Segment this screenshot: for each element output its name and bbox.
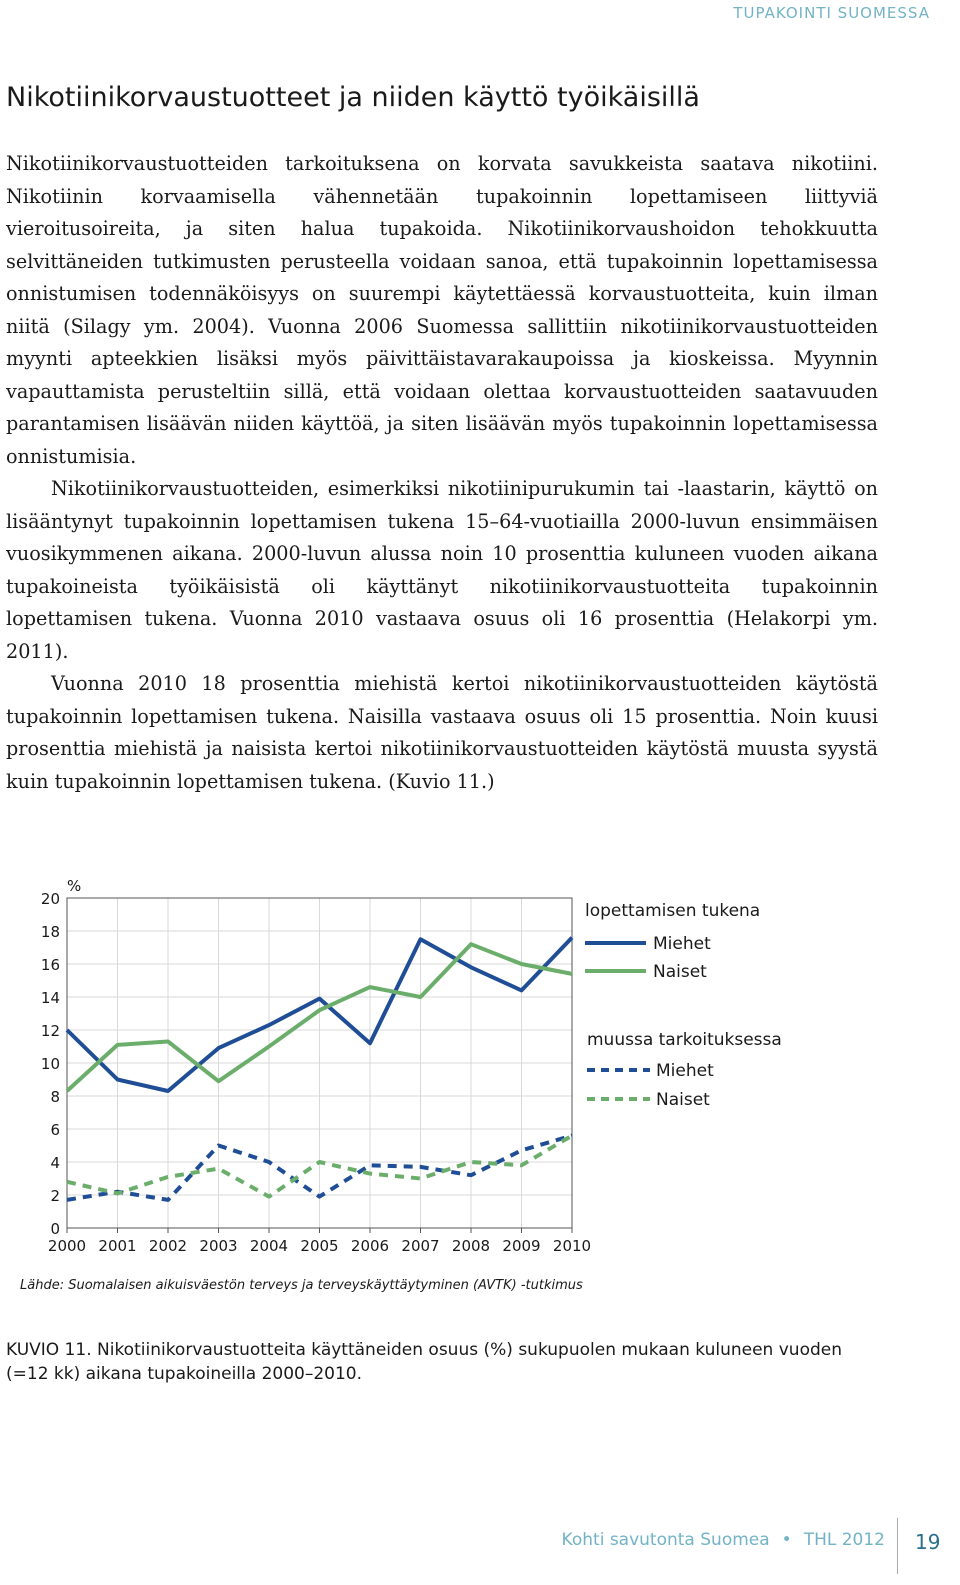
legend-group-title-1: lopettamisen tukena xyxy=(585,901,761,921)
y-tick-label: 6 xyxy=(50,1121,60,1139)
x-tick-label: 2009 xyxy=(502,1237,541,1255)
y-tick-label: 10 xyxy=(40,1055,60,1073)
body-text xyxy=(6,148,878,798)
legend-label-miehet-dashed: Miehet xyxy=(656,1061,714,1081)
footer-publisher: THL 2012 xyxy=(803,1530,885,1550)
y-tick-label: 20 xyxy=(40,890,60,908)
legend-label-miehet-solid: Miehet xyxy=(653,934,711,954)
footer-divider xyxy=(897,1518,898,1574)
page-number: 19 xyxy=(915,1530,941,1554)
x-tick-label: 2004 xyxy=(249,1237,289,1255)
paragraph-3: Vuonna 2010 18 prosenttia miehistä kertoi nikotiinikorvaustuotteiden käytöstä tupakoinnin lopettamisen tukena. Naisilla vastaava osuus oli 15 prosenttia. Noin kuusi prosenttia miehistä ja naisista kertoi nikotiinikorvaustuotteiden käytöstä muusta syystä kuin tupakoinnin lopettamisen tukena. (Kuvio 11.) xyxy=(6,672,878,793)
section-header: TUPAKOINTI SUOMESSA xyxy=(733,4,930,22)
paragraph-2: Nikotiinikorvaustuotteiden, esimerkiksi nikotiinipurukumin tai -laastarin, käyttö on lisääntynyt tupakoinnin lopettamisen tukena 15–64-vuotiailla 2000-luvun ensimmäisen vuosikymmenen aikana. 2000-luvun alussa noin 10 prosenttia kuluneen vuoden aikana tupakoineista työikäisistä oli käyttänyt nikotiinikorvaustuotteita tupakoinnin lopettamisen tukena. Vuonna 2010 vastaava osuus oli 16 prosenttia (Helakorpi ym. 2011). xyxy=(6,477,878,663)
y-tick-label: 4 xyxy=(50,1154,60,1172)
y-tick-label: 16 xyxy=(40,956,60,974)
x-tick-label: 2006 xyxy=(350,1237,390,1255)
page-title: Nikotiinikorvaustuotteet ja niiden käyttö työikäisillä xyxy=(6,82,700,113)
footer-separator: • xyxy=(781,1530,792,1550)
paragraph-1: Nikotiinikorvaustuotteiden tarkoituksena on korvata savukkeista saatava nikotiini. Nikotiinin korvaamisella vähennetään tupakoinnin lopettamiseen liittyviä vieroitusoireita, ja siten halua tupakoida. Nikotiinikorvaushoidon tehokkuutta selvittäneiden tutkimusten perusteella voidaan sanoa, että tupakoinnin lopettamisessa onnistumisen todennäköisyys on suurempi käytettäessä korvaustuotteita, kuin ilman niitä (Silagy ym. 2004). Vuonna 2006 Suomessa sallittiin nikotiinikorvaustuotteiden myynti apteekkien lisäksi myös päivittäistavarakaupoissa ja kioskeissa. Myynnin vapauttamista perusteltiin sillä, että voidaan olettaa korvaustuotteiden saatavuuden parantamisen lisäävän niiden käyttöä, ja siten lisäävän myös tupakoinnin lopettamisessa onnistumisia. xyxy=(6,152,878,468)
footer-title: Kohti savutonta Suomea xyxy=(561,1530,770,1550)
y-tick-label: 14 xyxy=(40,989,60,1007)
chart-source: Lähde: Suomalaisen aikuisväestön terveys ja terveyskäyttäytyminen (AVTK) -tutkimus xyxy=(20,1278,583,1293)
footer xyxy=(562,1530,885,1550)
figure-caption: KUVIO 11. Nikotiinikorvaustuotteita käyttäneiden osuus (%) sukupuolen mukaan kuluneen vuoden (=12 kk) aikana tupakoineilla 2000–2010. xyxy=(6,1340,842,1384)
legend-label-naiset-solid: Naiset xyxy=(653,962,707,982)
x-tick-label: 2000 xyxy=(47,1237,87,1255)
x-tick-label: 2005 xyxy=(300,1237,339,1255)
x-tick-label: 2001 xyxy=(98,1237,137,1255)
x-tick-label: 2002 xyxy=(148,1237,188,1255)
legend-label-naiset-dashed: Naiset xyxy=(656,1090,710,1110)
y-tick-label: 2 xyxy=(50,1187,60,1205)
y-tick-label: 8 xyxy=(50,1088,60,1106)
x-tick-label: 2007 xyxy=(401,1237,440,1255)
legend-group-title-2: muussa tarkoituksessa xyxy=(587,1030,782,1050)
y-axis-unit: % xyxy=(67,877,82,895)
y-tick-label: 0 xyxy=(50,1220,60,1238)
x-tick-label: 2008 xyxy=(451,1237,491,1255)
y-tick-label: 12 xyxy=(40,1022,60,1040)
y-tick-label: 18 xyxy=(40,923,60,941)
line-chart xyxy=(10,865,940,1285)
x-tick-label: 2010 xyxy=(552,1237,592,1255)
x-tick-label: 2003 xyxy=(199,1237,238,1255)
